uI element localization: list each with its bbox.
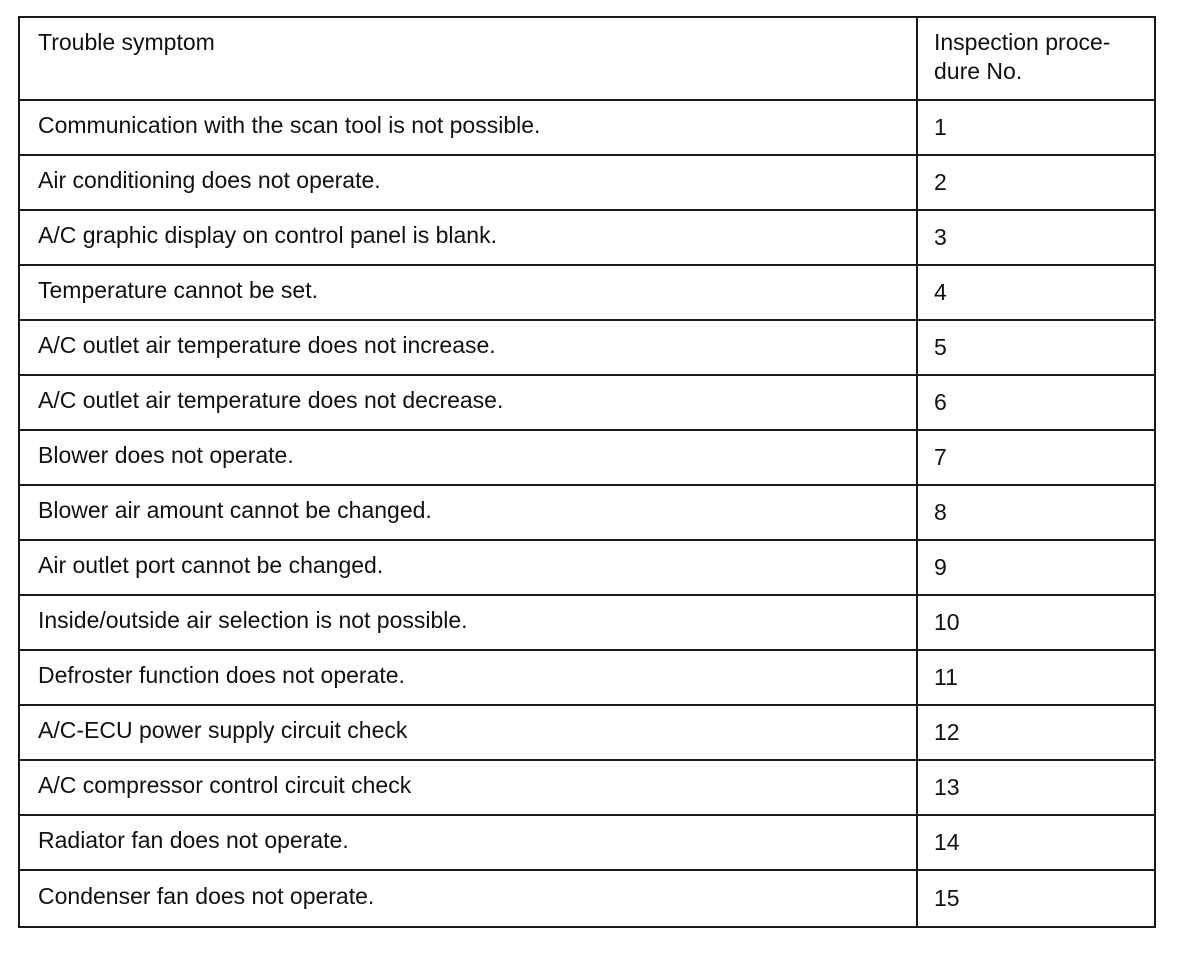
table-header-row bbox=[19, 17, 1155, 100]
inspection-procedure-number-cell: 14 bbox=[917, 815, 1155, 870]
trouble-symptom-cell: Temperature cannot be set. bbox=[19, 265, 917, 320]
inspection-procedure-number-cell: 2 bbox=[917, 155, 1155, 210]
trouble-symptom-cell: Inside/outside air selection is not possible. bbox=[19, 595, 917, 650]
inspection-procedure-number-cell: 13 bbox=[917, 760, 1155, 815]
inspection-procedure-number-cell: 11 bbox=[917, 650, 1155, 705]
inspection-procedure-number-cell: 15 bbox=[917, 870, 1155, 927]
trouble-symptom-cell: A/C compressor control circuit check bbox=[19, 760, 917, 815]
column-header-inspection-procedure bbox=[917, 17, 1155, 100]
trouble-symptom-cell: Communication with the scan tool is not possible. bbox=[19, 100, 917, 155]
inspection-procedure-number-cell: 9 bbox=[917, 540, 1155, 595]
trouble-symptom-cell: A/C outlet air temperature does not decrease. bbox=[19, 375, 917, 430]
inspection-procedure-number-cell: 5 bbox=[917, 320, 1155, 375]
trouble-symptom-cell: Air outlet port cannot be changed. bbox=[19, 540, 917, 595]
column-header-trouble-symptom: Trouble symptom bbox=[19, 17, 917, 100]
inspection-procedure-number-cell: 4 bbox=[917, 265, 1155, 320]
inspection-procedure-number-cell: 10 bbox=[917, 595, 1155, 650]
table-body bbox=[19, 100, 1155, 927]
table-row bbox=[19, 650, 1155, 705]
table-row bbox=[19, 100, 1155, 155]
inspection-procedure-number-cell: 1 bbox=[917, 100, 1155, 155]
table-row bbox=[19, 760, 1155, 815]
table-row bbox=[19, 155, 1155, 210]
trouble-symptom-cell: Defroster function does not operate. bbox=[19, 650, 917, 705]
trouble-symptom-cell: Condenser fan does not operate. bbox=[19, 870, 917, 927]
trouble-symptom-cell: Blower air amount cannot be changed. bbox=[19, 485, 917, 540]
inspection-procedure-number-cell: 12 bbox=[917, 705, 1155, 760]
inspection-procedure-number-cell: 8 bbox=[917, 485, 1155, 540]
trouble-symptom-cell: A/C-ECU power supply circuit check bbox=[19, 705, 917, 760]
table-row bbox=[19, 430, 1155, 485]
column-header-procedure-line2: dure No. bbox=[934, 58, 1023, 84]
table-row bbox=[19, 595, 1155, 650]
inspection-procedure-number-cell: 6 bbox=[917, 375, 1155, 430]
column-header-procedure-line1: Inspection proce- bbox=[934, 29, 1111, 55]
trouble-symptom-cell: A/C outlet air temperature does not increase. bbox=[19, 320, 917, 375]
table-row bbox=[19, 265, 1155, 320]
table-row bbox=[19, 320, 1155, 375]
table-row bbox=[19, 210, 1155, 265]
trouble-symptom-table bbox=[18, 16, 1156, 928]
table-row bbox=[19, 375, 1155, 430]
trouble-symptom-cell: Air conditioning does not operate. bbox=[19, 155, 917, 210]
inspection-procedure-number-cell: 3 bbox=[917, 210, 1155, 265]
trouble-symptom-cell: Blower does not operate. bbox=[19, 430, 917, 485]
trouble-symptom-cell: Radiator fan does not operate. bbox=[19, 815, 917, 870]
trouble-symptom-cell: A/C graphic display on control panel is blank. bbox=[19, 210, 917, 265]
table-row bbox=[19, 870, 1155, 927]
inspection-procedure-number-cell: 7 bbox=[917, 430, 1155, 485]
table-row bbox=[19, 485, 1155, 540]
table-row bbox=[19, 815, 1155, 870]
table-row bbox=[19, 540, 1155, 595]
table-row bbox=[19, 705, 1155, 760]
